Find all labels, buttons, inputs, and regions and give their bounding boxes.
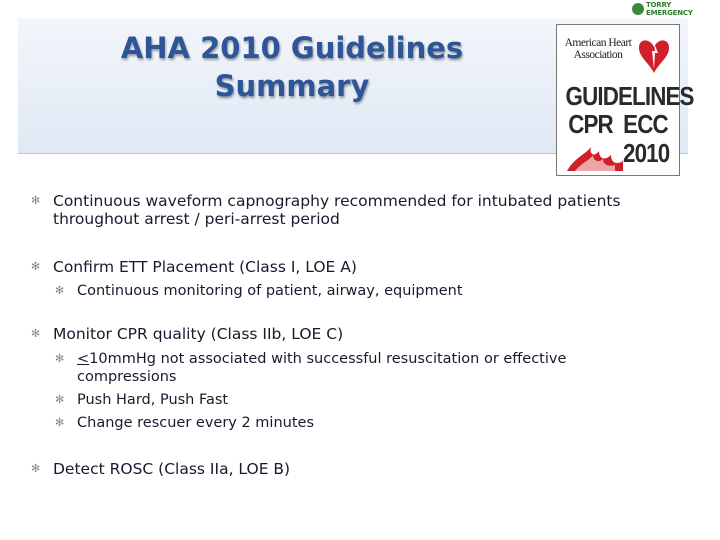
bullet-confirm-ett: ✻ Confirm ETT Placement (Class I, LOE A) xyxy=(31,258,357,276)
title-line-1: AHA 2010 Guidelines xyxy=(120,31,464,65)
logo-association: American Heart Association xyxy=(564,37,632,62)
bullet-star-icon: ✻ xyxy=(55,352,65,365)
bullet-star-icon: ✻ xyxy=(55,416,65,429)
bullet-monitor-cpr: ✻ Monitor CPR quality (Class IIb, LOE C) xyxy=(31,325,344,343)
logo-guidelines: GUIDELINES xyxy=(565,81,694,111)
sub-bullet-monitoring: ✻ Continuous monitoring of patient, airway, equipment xyxy=(55,283,463,299)
bullet-star-icon: ✻ xyxy=(31,194,41,207)
bullet-detect-rosc: ✻ Detect ROSC (Class IIa, LOE B) xyxy=(31,460,291,478)
logo-cpr-ecc: CPR ECC xyxy=(568,109,668,139)
title-line-2: Summary xyxy=(214,68,370,103)
bullet-star-icon: ✻ xyxy=(31,260,41,273)
sub-bullet-etco2: ✻ <10mmHg not associated with successful resuscitation or effective compressions xyxy=(55,351,567,385)
sub-bullet-push-hard: ✻ Push Hard, Push Fast xyxy=(55,392,229,408)
bullet-star-icon: ✻ xyxy=(55,284,65,297)
brand-text: TORRY EMERGENCY xyxy=(645,1,693,17)
bullet-star-icon: ✻ xyxy=(31,327,41,340)
bullet-star-icon: ✻ xyxy=(31,462,41,475)
bullet-capnography: ✻ Continuous waveform capnography recommended for intubated patients throughout arrest / peri-arrest period xyxy=(31,192,621,228)
sub-bullet-change-rescuer: ✻ Change rescuer every 2 minutes xyxy=(55,415,314,431)
logo-year: 2010 xyxy=(623,138,670,168)
bullet-star-icon: ✻ xyxy=(55,393,65,406)
